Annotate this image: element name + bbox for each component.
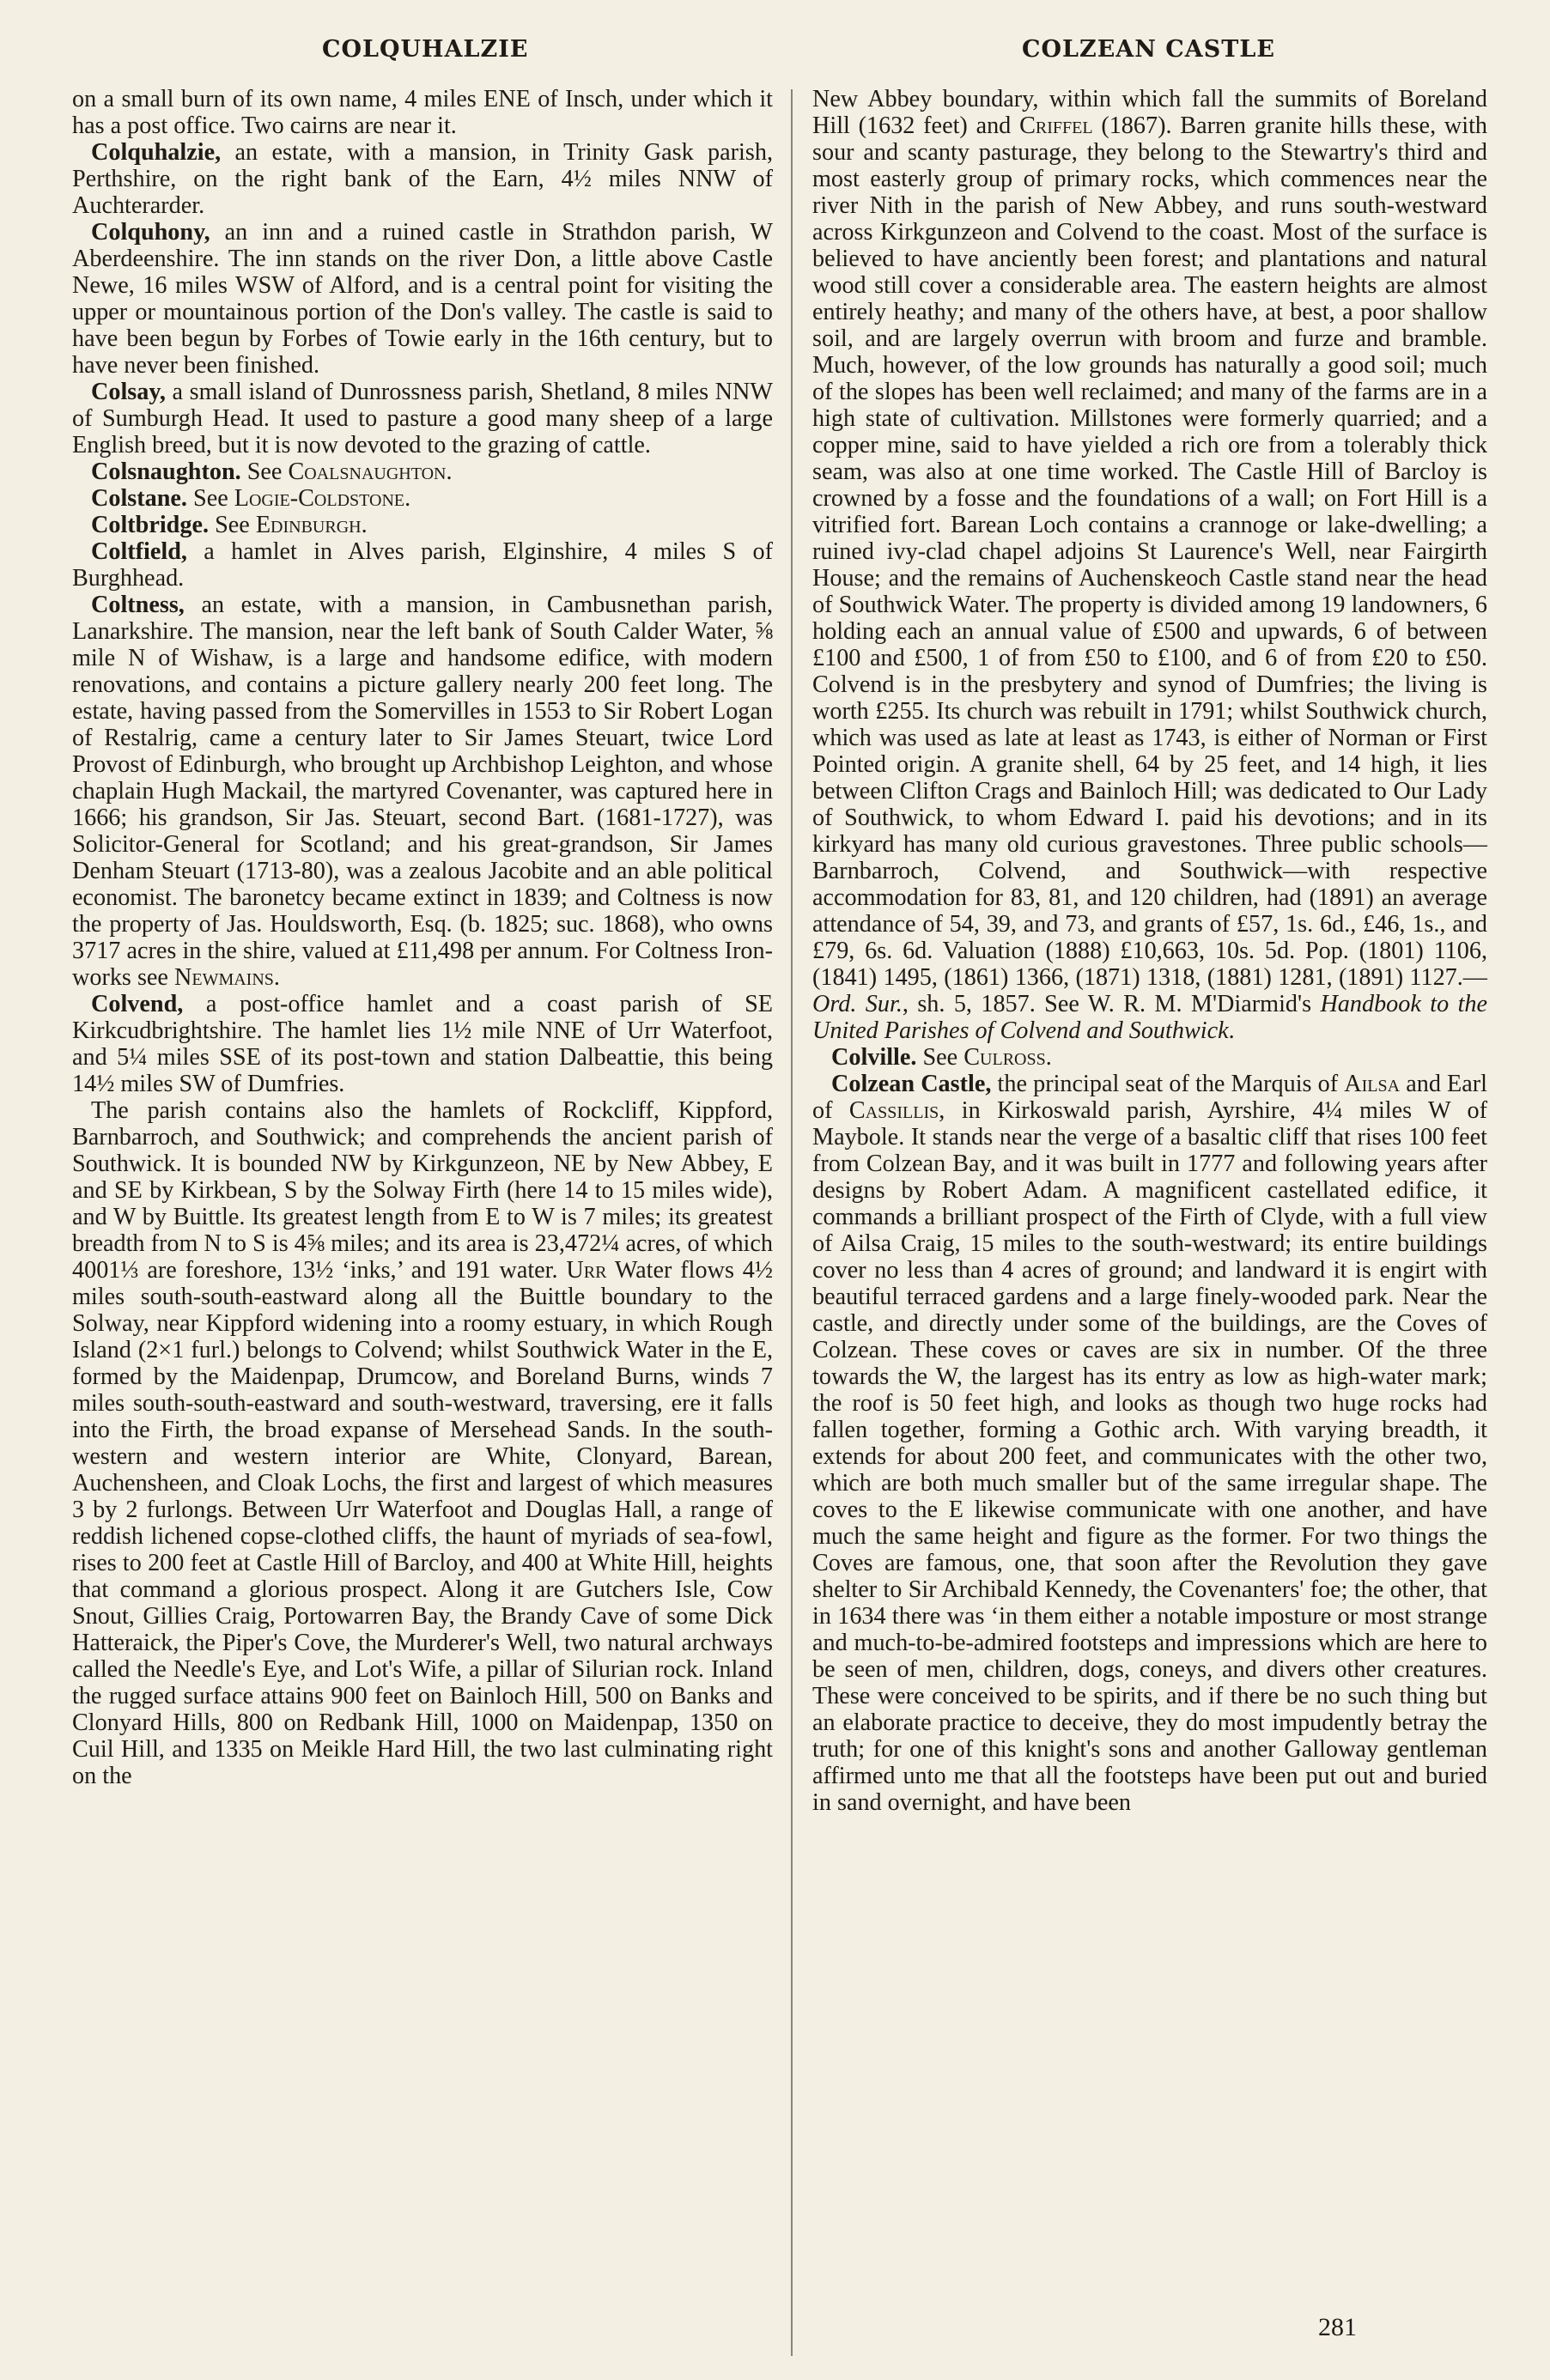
paragraph-text: The parish contains also the hamlets of Rockcliff, Kippford, Barnbarroch, and Southwick; and comprehends the ancient parish of Southwick. It is bounded NW by Kirkgunzeon, NE by New Abbey, E and SE by Kirkbean, S by the Solway Firth (here 14 to 15 miles wide), and W by Buittle. Its greatest length from E to W is 7 miles; its greatest breadth from N to S is 4⅝ miles; and its area is 23,472¼ acres, of which 4001⅓ are foreshore, 13½ ‘inks,’ and 191 water. bbox=[72, 1097, 773, 1284]
header-left: COLQUHALZIE bbox=[322, 36, 529, 63]
entry-text: an inn and a ruined castle in Strathdon parish, W Aberdeenshire. The inn stands on the river Don, a little above Castle Newe, 16 miles WSW of Alford, and is a central point for visiting the upper or mountainous portion of the Don's valley. The castle is said to have been begun by Forbes of Towie early in the 16th century, but to have never been finished. bbox=[72, 219, 773, 379]
headword: Colville. bbox=[831, 1044, 917, 1071]
cross-reference: Newmains bbox=[174, 964, 274, 991]
entry-text: a post-office hamlet and a coast parish of SE Kirkcudbrightshire. The hamlet lies 1½ mile NNE of Urr Waterfoot, and 5¼ miles SSE of its post-town and station Dalbeattie, this being 14½ miles SW of Dumfries. bbox=[72, 991, 773, 1097]
entry-coltness bbox=[72, 592, 773, 991]
column-divider bbox=[791, 89, 793, 2356]
entry-colvend bbox=[72, 991, 773, 1097]
entry-colquhony bbox=[72, 219, 773, 379]
entry-colquhalzie bbox=[72, 139, 773, 219]
colvend-continuation bbox=[812, 86, 1487, 1044]
colvend-parish-paragraph bbox=[72, 1097, 773, 1789]
paragraph-text: New Abbey boundary, within which fall the summits of Boreland Hill (1632 feet) and bbox=[812, 86, 1487, 139]
entry-colville bbox=[812, 1044, 1487, 1071]
entry-text: , in Kirkoswald parish, Ayrshire, 4¼ miles W of Maybole. It stands near the verge of a basaltic cliff that rises 100 feet from Colzean Bay, and it was built in 1777 and following years after designs by Robert Adam. A magnificent castellated edifice, it commands a brilliant prospect of the Firth of Clyde, with a full view of Ailsa Craig, 15 miles to the south-westward; its entire buildings cover no less than 4 acres of ground; and landward it is engirt with beautiful terraced gardens and a large finely-wooded park. Near the castle, and directly under some of the buildings, are the Coves of Colzean. These coves or caves are six in number. Of the three towards the W, the largest has its entry as low as high-water mark; the roof is 50 feet high, and looks as though two huge rocks had fallen together, forming a Gothic arch. With varying breadth, it extends for about 200 feet, and communicates with the other two, which are both much smaller but of the same irregular shape. The coves to the E likewise communicate with one another, and have much the same height and figure as the former. For two things the Coves are famous, one, that soon after the Revolution they gave shelter to Sir Archibald Kennedy, the Covenanters' foe; the other, that in 1634 there was ‘in them either a notable imposture or most strange and much-to-be-admired footsteps and impressions which are here to be seen of men, children, dogs, coneys, and divers other creatures. These were conceived to be spirits, and if there be no such thing but an elaborate practice to deceive, they do most impudently betray the truth; for one of this knight's sons and another Galloway gentleman affirmed unto me that all the footsteps have been put out and buried in sand overnight, and have been bbox=[812, 1097, 1487, 1816]
punctuation: . bbox=[273, 964, 280, 991]
entry-text: an estate, with a mansion, in Cambusnethan parish, Lanarkshire. The mansion, near the left bank of South Calder Water, ⅝ mile N of Wishaw, is a large and handsome edifice, with modern renovations, and contains a picture gallery nearly 200 feet long. The estate, having passed from the Somervilles in 1553 to Sir Robert Logan of Restalrig, came a century later to Sir James Steuart, twice Lord Provost of Edinburgh, who brought up Archbishop Leighton, and whose chaplain Hugh Mackail, the martyred Covenanter, was captured here in 1666; his grandson, Sir Jas. Steuart, second Bart. (1681-1727), was Solicitor-General for Scotland; and his great-grandson, Sir James Denham Steuart (1713-80), was a zealous Jacobite and an able political economist. The baronetcy became extinct in 1839; and Coltness is now the property of Jas. Houldsworth, Esq. (b. 1825; suc. 1868), who owns 3717 acres in the shire, valued at £11,498 per annum. For Coltness Iron-works see bbox=[72, 592, 773, 991]
punctuation: . bbox=[404, 485, 411, 512]
paragraph-text: Water flows 4½ miles south-south-eastward along all the Buittle boundary to the Solway, near Kippford widening into a roomy estuary, in which Rough Island (2×1 furl.) belongs to Colvend; whilst Southwick Water in the E, formed by the Maidenpap, Drumcow, and Boreland Burns, winds 7 miles south-south-eastward and south-westward, traversing, ere it falls into the Firth, the broad expanse of Mersehead Sands. In the south-western and western interior are White, Clonyard, Barean, Auchensheen, and Cloak Lochs, the first and largest of which measures 3 by 2 furlongs. Between Urr Waterfoot and Douglas Hall, a range of reddish lichened copse-clothed cliffs, the haunt of myriads of sea-fowl, rises to 200 feet at Castle Hill of Barcloy, and 400 at White Hill, heights that command a glorious prospect. Along it are Gutchers Isle, Cow Snout, Gillies Craig, Portowarren Bay, the Brandy Cave of some Dick Hatteraick, the Piper's Cove, the Murderer's Well, two natural archways called the Needle's Eye, and Lot's Wife, a pillar of Silurian rock. Inland the rugged surface attains 900 feet on Bainloch Hill, 500 on Banks and Clonyard Hills, 800 on Redbank Hill, 1000 on Maidenpap, 1350 on Cuil Hill, and 1335 on Meikle Hard Hill, the two last culminating right on the bbox=[72, 1257, 774, 1789]
entry-colsnaughton bbox=[72, 458, 773, 485]
entry-coltfield bbox=[72, 538, 773, 592]
entry-colstane bbox=[72, 485, 773, 512]
punctuation: . bbox=[1045, 1044, 1052, 1071]
cross-reference: Culross bbox=[963, 1044, 1046, 1071]
punctuation: . bbox=[1228, 1017, 1235, 1044]
see-text: See bbox=[916, 1044, 964, 1071]
see-text: See bbox=[209, 512, 256, 538]
entry-text: the principal seat of the Marquis of bbox=[991, 1071, 1345, 1097]
punctuation: . bbox=[446, 458, 453, 485]
headword: Coltness, bbox=[91, 592, 185, 618]
headword: Colzean Castle, bbox=[831, 1071, 992, 1097]
paragraph-text: , sh. 5, 1857. See W. R. M. M'Diarmid's bbox=[902, 991, 1321, 1017]
paragraph-text: (1867). Barren granite hills these, with sour and scanty pasturage, they belong to the Stewartry's third and most easterly group of primary rocks, which commences near the river Nith in the parish of New Abbey, and runs south-westward across Kirkgunzeon and Colvend to the coast. Most of the surface is believed to have anciently been forest; and plantations and natural wood still cover a considerable area. The eastern heights are almost entirely heathy; and many of the others have, at best, a poor shallow soil, and are largely overrun with broom and furze and bramble. Much, however, of the low grounds has naturally a good soil; much of the slopes has been well reclaimed; and many of the farms are in a high state of cultivation. Millstones were formerly quarried; and a copper mine, said to have yielded a rich ore from a tolerably thick seam, was also at one time worked. The Castle Hill of Barcloy is crowned by a fosse and the foundations of a wall; on Fort Hill is a vitrified fort. Barean Loch contains a crannoge or lake-dwelling; a ruined ivy-clad chapel adjoins St Laurence's Well, near Fairgirth House; and the remains of Auchenskeoch Castle stand near the head of Southwick Water. The property is divided among 19 landowners, 6 holding each an annual value of £500 and upwards, 6 of between £100 and £500, 1 of from £50 to £100, and 6 of from £20 to £50. Colvend is in the presbytery and synod of Dumfries; the living is worth £255. Its church was rebuilt in 1791; whilst Southwick church, which was used as late at least as 1743, is either of Norman or First Pointed origin. A granite shell, 64 by 25 feet, and 14 high, it lies between Clifton Crags and Bainloch Hill; was dedicated to Our Lady of Southwick, to whom Edward I. paid his devotions; and in its kirkyard has many old curious gravestones. Three public schools—Barnbarroch, Colvend, and Southwick—with respective accommodation for 83, 81, and 120 children, had (1891) an average attendance of 54, 39, and 73, and grants of £57, 1s. 6d., £46, 1s., and £79, 6s. 6d. Valuation (1888) £10,663, 10s. 5d. Pop. (1801) 1106, (1841) 1495, (1861) 1366, (1871) 1318, (1881) 1281, (1891) 1127.— bbox=[812, 112, 1488, 991]
see-text: See bbox=[186, 485, 234, 512]
headword: Colsnaughton. bbox=[91, 458, 241, 485]
cross-reference: Criffel bbox=[1019, 112, 1093, 139]
punctuation: . bbox=[361, 512, 368, 538]
header-right: COLZEAN CASTLE bbox=[1022, 36, 1275, 63]
left-column bbox=[72, 86, 773, 1789]
page-number: 281 bbox=[1318, 2313, 1357, 2341]
citation: Ord. Sur. bbox=[812, 991, 903, 1017]
cross-reference: Ailsa bbox=[1344, 1071, 1401, 1097]
see-text: See bbox=[240, 458, 289, 485]
headword: Colvend, bbox=[91, 991, 184, 1017]
running-header bbox=[0, 36, 1550, 70]
entry-text: a small island of Dunrossness parish, Shetland, 8 miles NNW of Sumburgh Head. It used to pasture a good many sheep of a large English breed, but it is now devoted to the grazing of cattle. bbox=[72, 379, 773, 458]
entry-continuation: on a small burn of its own name, 4 miles ENE of Insch, under which it has a post office. Two cairns are near it. bbox=[72, 86, 773, 139]
right-column bbox=[812, 86, 1487, 1816]
entry-text: and Earl of bbox=[812, 1071, 1487, 1124]
entry-text: an estate, with a mansion, in Trinity Gask parish, Perthshire, on the right bank of the Earn, 4½ miles NNW of Auchterarder. bbox=[72, 139, 773, 219]
entry-colsay bbox=[72, 379, 773, 458]
entry-text: a hamlet in Alves parish, Elginshire, 4 miles S of Burghhead. bbox=[72, 538, 773, 592]
cross-reference: Edinburgh bbox=[255, 512, 362, 538]
book-title: Handbook to the United Parishes of Colvend and Southwick bbox=[812, 991, 1488, 1044]
entry-coltbridge bbox=[72, 512, 773, 538]
cross-reference: Coalsnaughton bbox=[288, 458, 447, 485]
entry-colzean-castle bbox=[812, 1071, 1487, 1816]
headword: Colquhalzie, bbox=[91, 139, 222, 166]
cross-reference: Urr bbox=[566, 1257, 607, 1284]
cross-reference: Cassillis bbox=[848, 1097, 939, 1124]
headword: Coltfield, bbox=[91, 538, 187, 565]
headword: Colstane. bbox=[91, 485, 187, 512]
headword: Colquhony, bbox=[91, 219, 210, 246]
headword: Coltbridge. bbox=[91, 512, 210, 538]
headword: Colsay, bbox=[91, 379, 166, 405]
cross-reference: Logie-Coldstone bbox=[234, 485, 405, 512]
